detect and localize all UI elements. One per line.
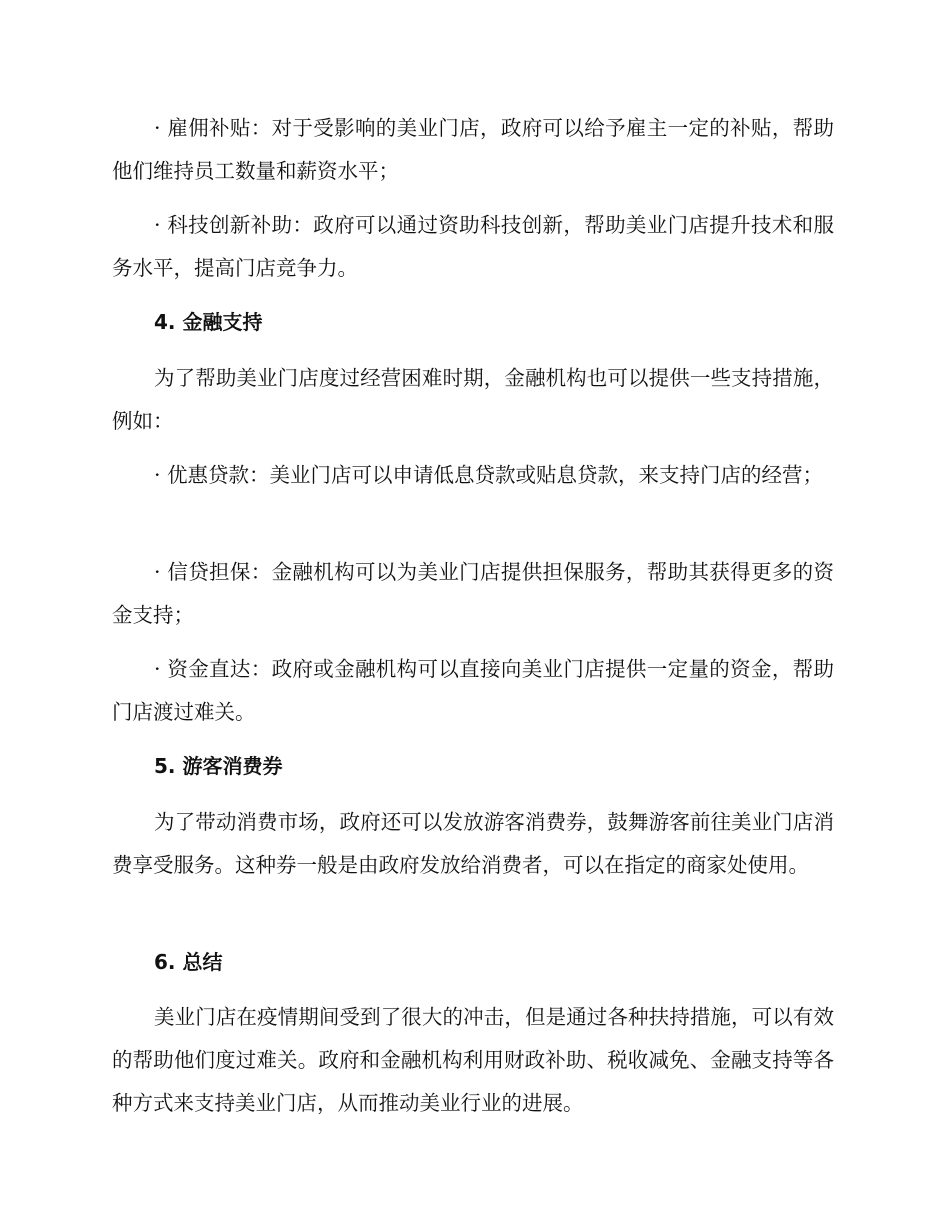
section-heading-tourist-vouchers: 5. 游客消费券 <box>154 754 283 778</box>
bullet-preferential-loans: · 优惠贷款：美业门店可以申请低息贷款或贴息贷款，来支持门店的经营； <box>154 463 824 487</box>
section-heading-financial-support: 4. 金融支持 <box>154 310 263 334</box>
bullet-employment-subsidy: · 雇佣补贴：对于受影响的美业门店，政府可以给予雇主一定的补贴，帮助他们维持员工数量和薪资水平； <box>112 116 834 183</box>
bullet-credit-guarantee: · 信贷担保：金融机构可以为美业门店提供担保服务，帮助其获得更多的资金支持； <box>112 560 834 627</box>
bullet-direct-funding: · 资金直达：政府或金融机构可以直接向美业门店提供一定量的资金，帮助门店渡过难关。 <box>112 657 834 724</box>
paragraph-summary: 美业门店在疫情期间受到了很大的冲击，但是通过各种扶持措施，可以有效的帮助他们度过难关。政府和金融机构利用财政补助、税收减免、金融支持等各种方式来支持美业门店，从而推动美业行业的进展。 <box>112 1005 834 1115</box>
section-heading-summary: 6. 总结 <box>154 950 223 974</box>
bullet-tech-innovation-subsidy: · 科技创新补助：政府可以通过资助科技创新，帮助美业门店提升技术和服务水平，提高门店竞争力。 <box>112 213 834 280</box>
paragraph-financial-support-intro: 为了帮助美业门店度过经营困难时期，金融机构也可以提供一些支持措施，例如： <box>112 366 834 433</box>
paragraph-tourist-vouchers: 为了带动消费市场，政府还可以发放游客消费券，鼓舞游客前往美业门店消费享受服务。这种券一般是由政府发放给消费者，可以在指定的商家处使用。 <box>112 810 834 877</box>
